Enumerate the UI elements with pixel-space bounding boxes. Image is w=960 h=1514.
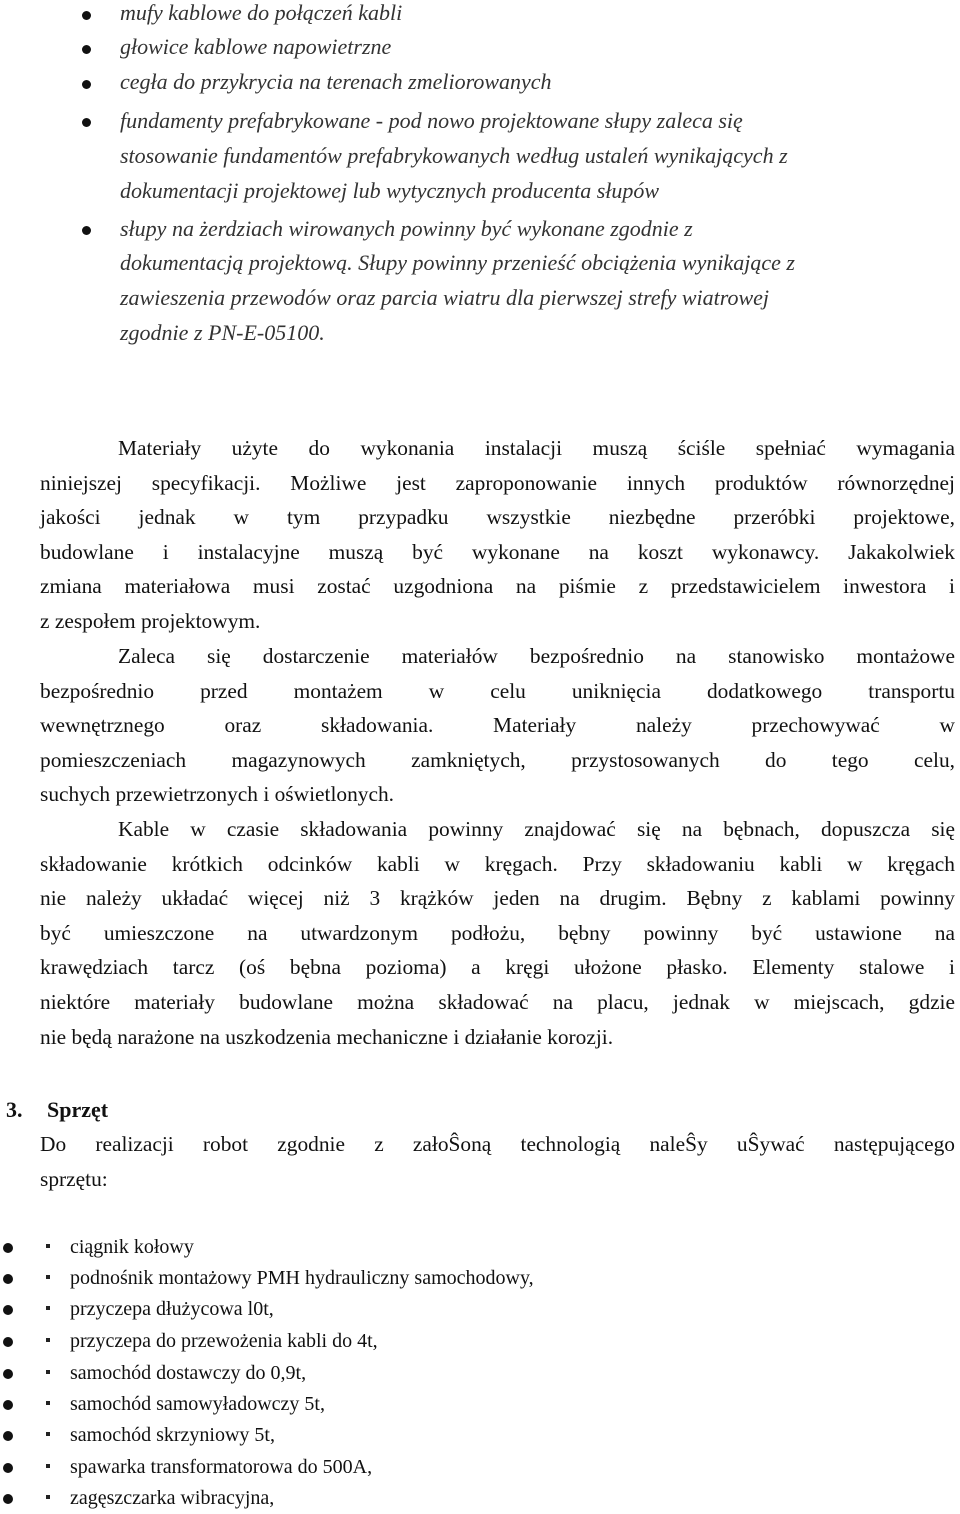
text-line: sprzętu: [40, 1166, 108, 1191]
list-item-text: dokumentacji projektowej lub wytycznych producenta słupów [120, 178, 660, 203]
square-bullet-icon [46, 1432, 50, 1436]
section-number: 3. [6, 1097, 23, 1122]
paragraph-materials [40, 431, 955, 639]
bullet-icon [3, 1494, 13, 1504]
list-item-text: ciągnik kołowy [70, 1236, 194, 1258]
bullet-icon [3, 1369, 13, 1379]
text-line: bezpośrednio przed montażem w celu uniknięcia dodatkowego transportu [40, 678, 955, 703]
bullet-icon [3, 1274, 13, 1284]
text-line: pomieszczeniach magazynowych zamkniętych, przystosowanych do tego celu, [40, 747, 955, 772]
text-line: suchych przewietrzonych i oświetlonych. [40, 782, 395, 807]
list-item-text: fundamenty prefabrykowane - pod nowo projektowane słupy zaleca się [120, 108, 743, 133]
list-item-text: cegła do przykrycia na terenach zmeliorowanych [120, 69, 552, 94]
text-line: składowanie krótkich odcinków kabli w kręgach. Przy składowaniu kabli w kręgach [40, 851, 955, 876]
square-bullet-icon [46, 1275, 50, 1279]
square-bullet-icon [46, 1464, 50, 1468]
text-line: niniejszej specyfikacji. Możliwe jest zaproponowanie innych produktów równorzędnej [40, 470, 955, 495]
bullet-icon [3, 1400, 13, 1410]
bullet-icon [3, 1305, 13, 1315]
text-line: budowlane i instalacyjne muszą być wykonane na koszt wykonawcy. Jakakolwiek [40, 539, 955, 564]
list-item-text: podnośnik montażowy PMH hydrauliczny samochodowy, [70, 1267, 534, 1289]
square-bullet-icon [46, 1495, 50, 1499]
paragraph-delivery [40, 639, 955, 812]
text-line: krawędziach tarcz (oś bębna pozioma) a kręgi ułożone płasko. Elementy stalowe i [40, 955, 955, 980]
text-line: Kable w czasie składowania powinny znajdować się na bębnach, dopuszcza się [118, 817, 955, 841]
text-line: Materiały użyte do wykonania instalacji muszą ściśle spełniać wymagania [118, 436, 955, 460]
square-bullet-icon [46, 1244, 50, 1248]
square-bullet-icon [46, 1338, 50, 1342]
bullet-icon [82, 11, 91, 20]
paragraph-cables [40, 812, 955, 1054]
text-line: być umieszczone na utwardzonym podłożu, bębny powinny być ustawione na [40, 920, 955, 945]
list-item-text: mufy kablowe do połączeń kabli [120, 0, 403, 25]
square-bullet-icon [46, 1306, 50, 1310]
bullet-icon [82, 118, 91, 127]
square-bullet-icon [46, 1370, 50, 1374]
text-line: wewnętrznego oraz składowania. Materiały należy przechowywać w [40, 713, 955, 738]
list-item-text: dokumentacją projektową. Słupy powinny przenieść obciążenia wynikające z [120, 250, 795, 275]
text-line: niektóre materiały budowlane można składować na placu, jednak w miejscach, gdzie [40, 989, 955, 1014]
bullet-icon [82, 226, 91, 235]
text-line: Do realizacji robot zgodnie z załoŜoną technologią naleŜy uŜywać następującego [40, 1132, 955, 1156]
bullet-icon [82, 80, 91, 89]
list-item-text: zgodnie z PN-E-05100. [120, 320, 325, 345]
list-item-text: samochód dostawczy do 0,9t, [70, 1362, 307, 1384]
text-line: jakości jednak w tym przypadku wszystkie niezbędne przeróbki projektowe, [40, 505, 955, 530]
list-item-text: spawarka transformatorowa do 500A, [70, 1456, 373, 1478]
bullet-icon [3, 1337, 13, 1347]
bullet-icon [82, 45, 91, 54]
list-item-text: przyczepa dłużycowa l0t, [70, 1298, 274, 1320]
section-intro [40, 1127, 955, 1196]
text-line: zmiana materiałowa musi zostać uzgodniona na piśmie z przedstawicielem inwestora i [40, 574, 955, 599]
text-line: nie należy układać więcej niż 3 krążków jeden na drugim. Bębny z kablami powinny [40, 886, 955, 911]
list-item-text: stosowanie fundamentów prefabrykowanych według ustaleń wynikających z [120, 143, 788, 168]
bullet-icon [3, 1463, 13, 1473]
section-heading [0, 1093, 960, 1127]
list-item-text: samochód samowyładowczy 5t, [70, 1393, 325, 1415]
list-item-text: zawieszenia przewodów oraz parcia wiatru dla pierwszej strefy wiatrowej [120, 285, 770, 310]
list-item-text: słupy na żerdziach wirowanych powinny być wykonane zgodnie z [120, 216, 693, 241]
section-title: Sprzęt [47, 1097, 109, 1122]
text-line: nie będą narażone na uszkodzenia mechaniczne i działanie korozji. [40, 1024, 614, 1049]
text-line: z zespołem projektowym. [40, 608, 261, 633]
list-item-text: przyczepa do przewożenia kabli do 4t, [70, 1330, 378, 1352]
square-bullet-icon [46, 1401, 50, 1405]
text-line: Zaleca się dostarczenie materiałów bezpośrednio na stanowisko montażowe [118, 644, 955, 668]
bullet-icon [3, 1243, 13, 1253]
list-item-text: zagęszczarka wibracyjna, [70, 1487, 275, 1509]
list-item-text: samochód skrzyniowy 5t, [70, 1424, 275, 1446]
list-item-text: głowice kablowe napowietrzne [120, 34, 392, 59]
bullet-icon [3, 1431, 13, 1441]
